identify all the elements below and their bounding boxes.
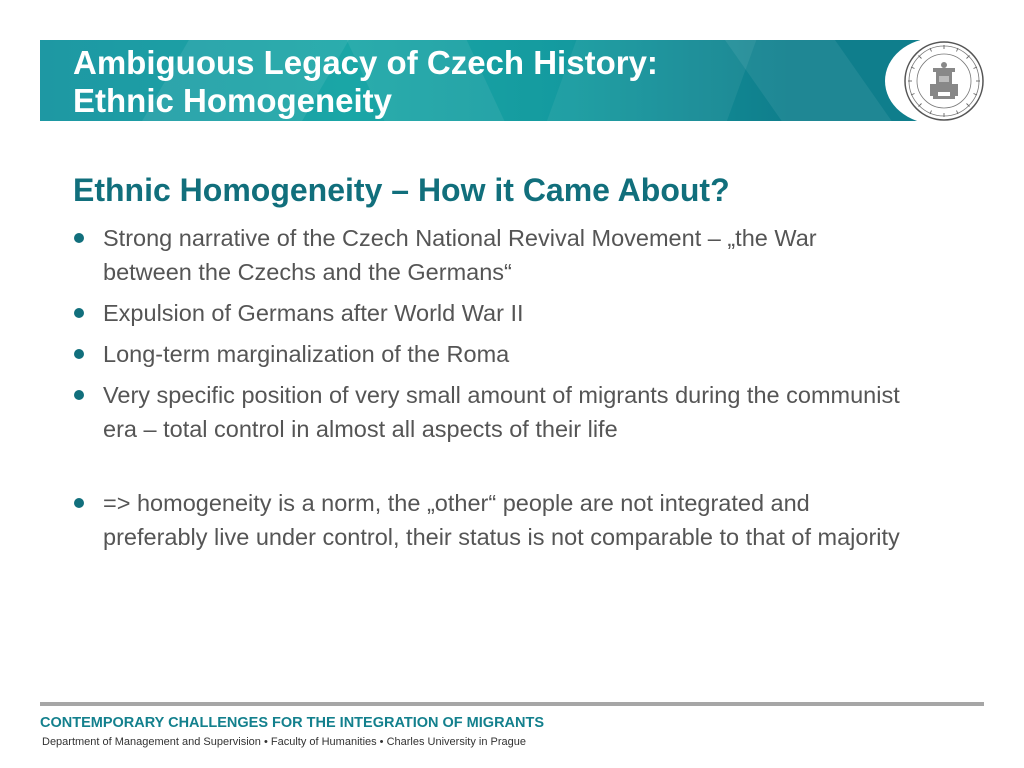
list-item — [72, 221, 902, 289]
bullet-text: Expulsion of Germans after World War II — [103, 300, 524, 326]
list-item — [72, 296, 902, 330]
bullet-text: => homogeneity is a norm, the „other“ people are not integrated and preferably live under control, their status is not comparable to that of majority — [103, 490, 900, 550]
bullet-icon — [74, 233, 84, 243]
slide-title — [73, 44, 658, 120]
bullet-text: Long-term marginalization of the Roma — [103, 341, 510, 367]
list-item — [72, 378, 902, 446]
list-item — [72, 486, 902, 554]
section-heading: Ethnic Homogeneity – How it Came About? — [73, 172, 730, 208]
header-banner — [40, 40, 920, 121]
footer-subtitle: Department of Management and Supervision • Faculty of Humanities • Charles University in Prague — [42, 736, 526, 748]
charles-university-seal-icon — [903, 40, 985, 122]
footer-divider — [40, 702, 984, 706]
list-item — [72, 337, 902, 371]
bullet-icon — [74, 390, 84, 400]
slide-title-line1: Ambiguous Legacy of Czech History: — [73, 44, 658, 81]
footer-title: CONTEMPORARY CHALLENGES FOR THE INTEGRATION OF MIGRANTS — [40, 715, 545, 731]
bullet-text: Very specific position of very small amount of migrants during the communist era – total control in almost all aspects of their life — [103, 382, 900, 442]
bullet-icon — [74, 349, 84, 359]
bullet-text: Strong narrative of the Czech National Revival Movement – „the War between the Czechs and the Germans“ — [103, 225, 817, 285]
bullet-list — [72, 221, 902, 561]
bullet-icon — [74, 498, 84, 508]
banner-facet — [718, 40, 912, 121]
bullet-icon — [74, 308, 84, 318]
slide-title-line2: Ethnic Homogeneity — [73, 82, 393, 119]
